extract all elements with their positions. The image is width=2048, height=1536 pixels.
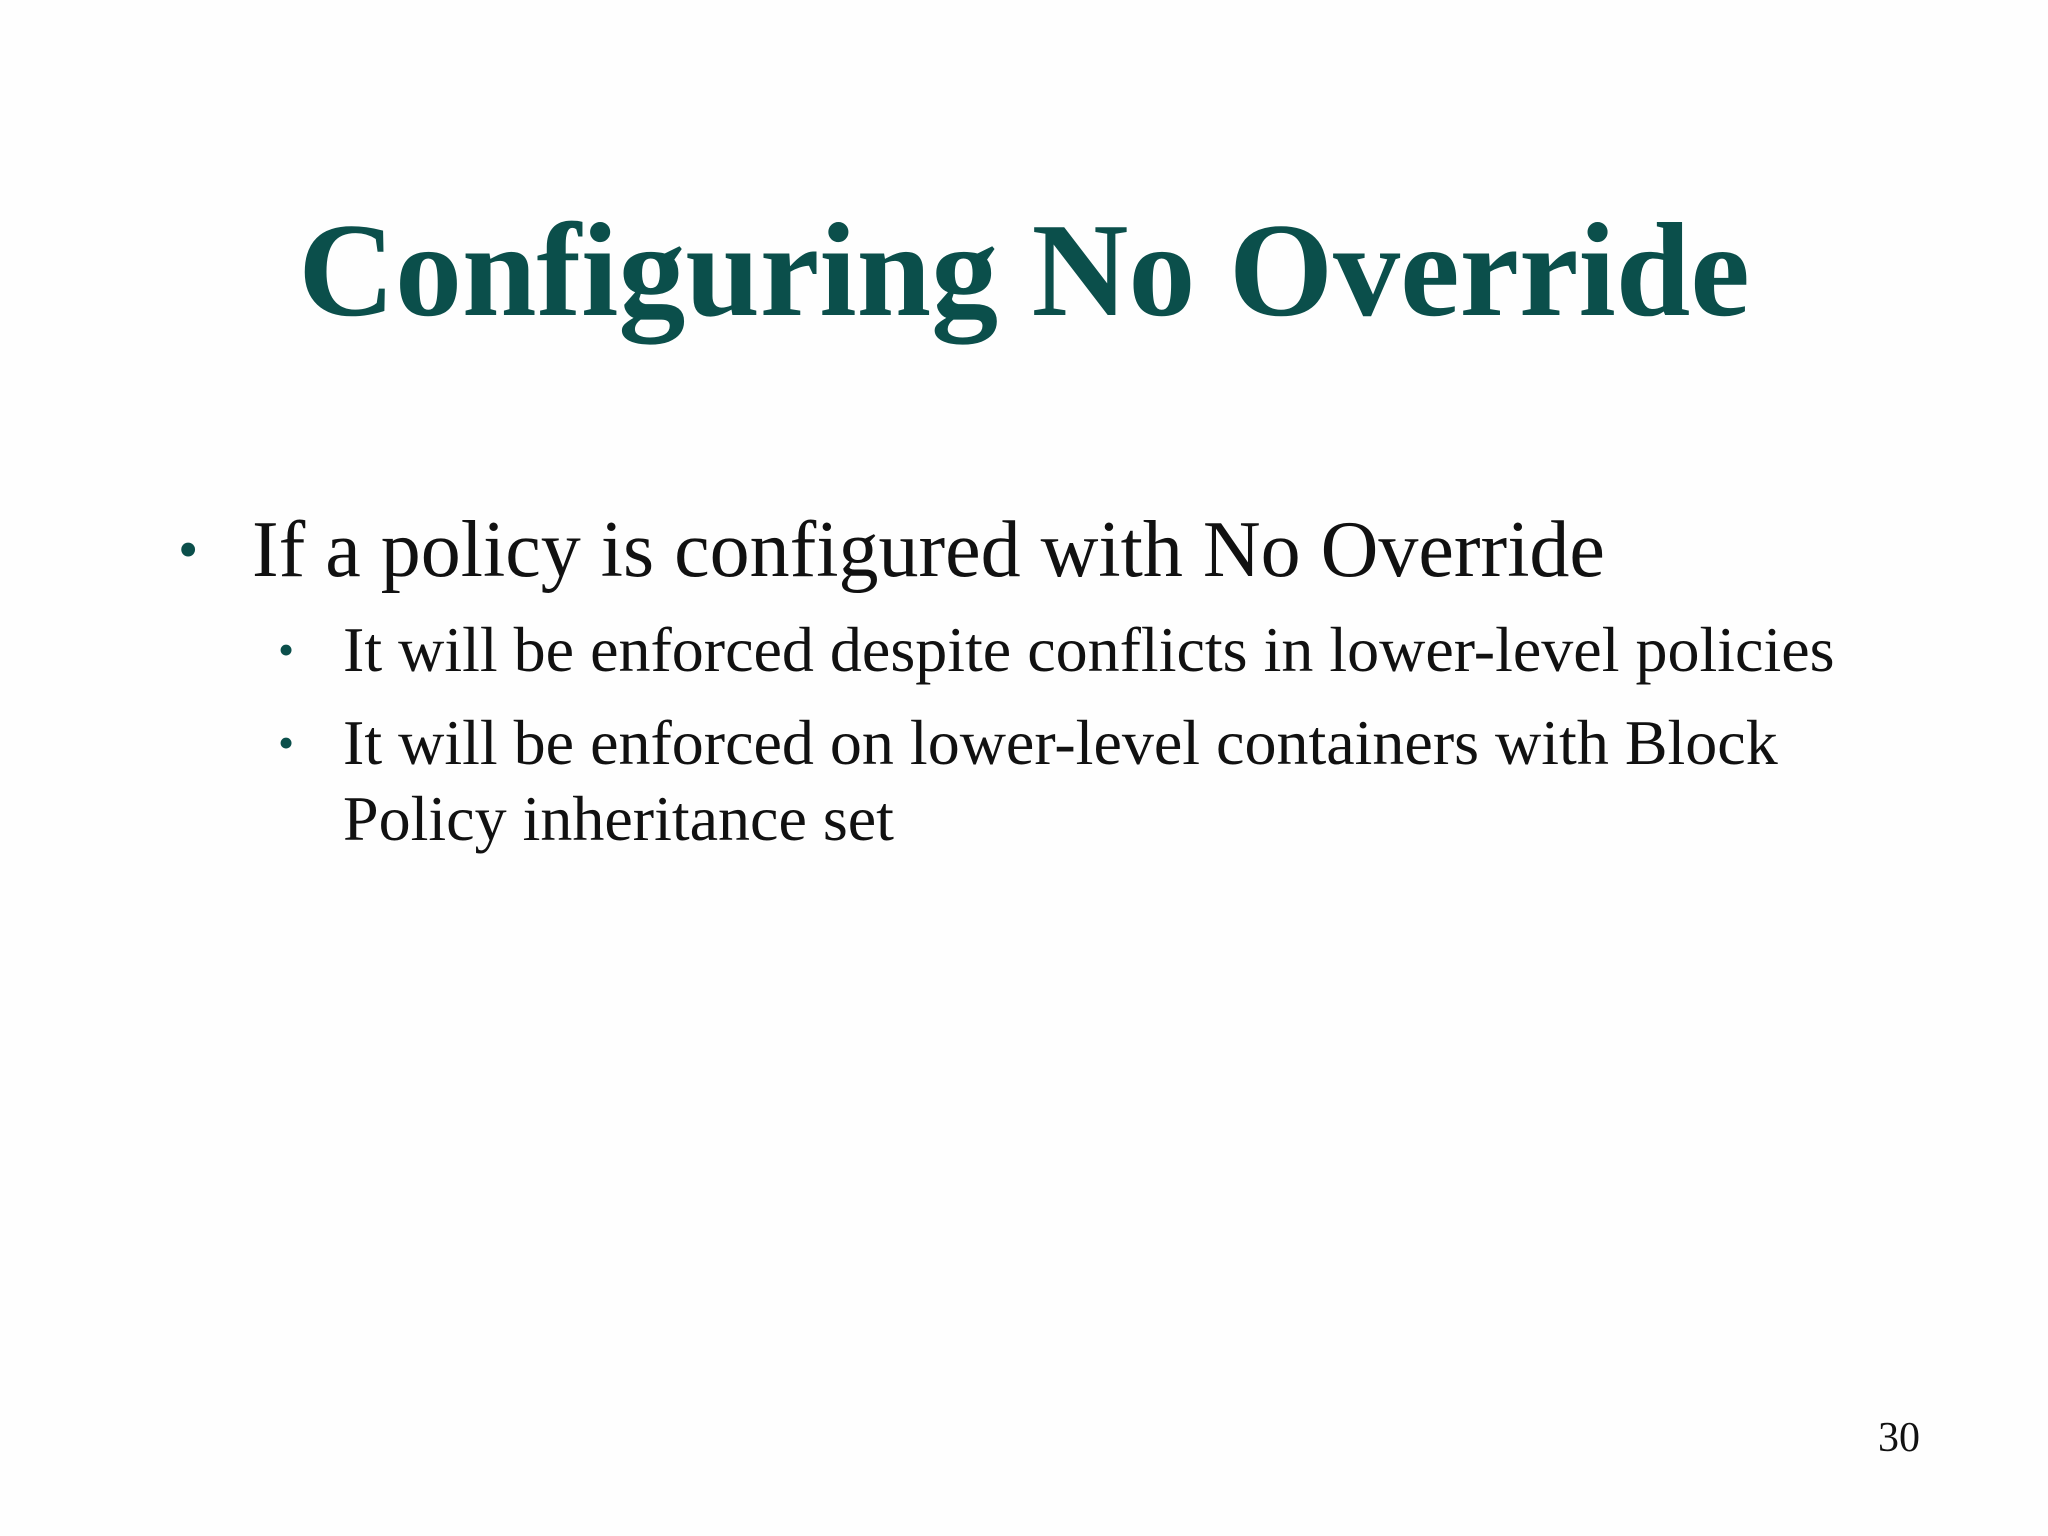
- sub-bullet-item: [170, 705, 1890, 857]
- bullet-dot-icon: •: [278, 717, 295, 768]
- slide-body: [170, 500, 1890, 874]
- sub-bullet-list: [170, 612, 1890, 857]
- bullet-dot-icon: •: [178, 517, 199, 582]
- sub-bullet-text: It will be enforced on lower-level containers with Block Policy inheritance set: [343, 707, 1778, 854]
- bullet-dot-icon: •: [278, 624, 295, 675]
- sub-bullet-text: It will be enforced despite conflicts in lower-level policies: [343, 614, 1835, 685]
- bullet-text: If a policy is configured with No Override: [252, 506, 1605, 594]
- bullet-item: [170, 500, 1890, 600]
- page-number: 30: [1878, 1415, 1920, 1461]
- slide-title: Configuring No Override: [298, 196, 1750, 344]
- sub-bullet-item: [170, 612, 1890, 688]
